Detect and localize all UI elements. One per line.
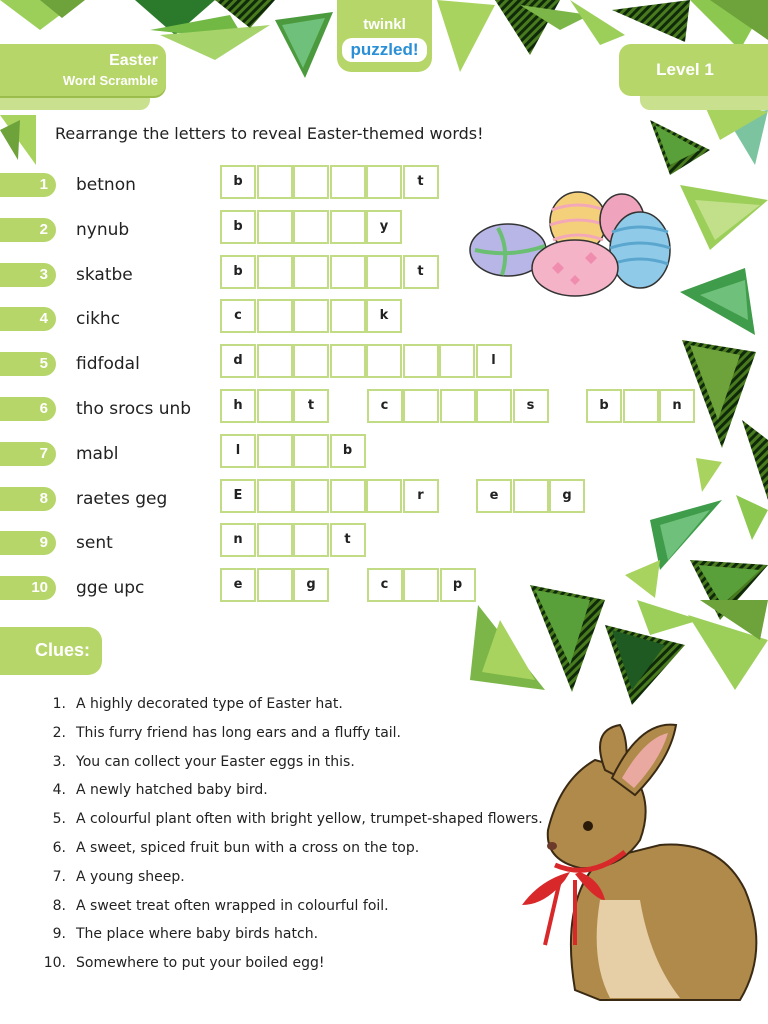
puzzle-number: 9 <box>0 531 56 555</box>
clue-text: A highly decorated type of Easter hat. <box>76 696 343 712</box>
letter-box[interactable]: b <box>220 165 256 199</box>
scrambled-word: tho srocs unb <box>76 399 192 419</box>
letter-box[interactable]: b <box>220 255 256 289</box>
letter-box[interactable] <box>257 523 293 557</box>
letter-box[interactable] <box>257 255 293 289</box>
letter-box[interactable] <box>293 344 329 378</box>
letter-box[interactable]: y <box>366 210 402 244</box>
clue-number: 4. <box>52 782 66 799</box>
letter-box[interactable] <box>257 344 293 378</box>
letter-box[interactable] <box>293 255 329 289</box>
letter-box[interactable]: s <box>513 389 549 423</box>
letter-box[interactable] <box>403 568 439 602</box>
logo-text-top: twinkl <box>363 16 406 33</box>
clue-text: The place where baby birds hatch. <box>76 926 319 943</box>
clue-item <box>40 725 401 741</box>
letter-box[interactable] <box>293 523 329 557</box>
letter-box[interactable]: b <box>586 389 622 423</box>
letter-box[interactable] <box>293 434 329 468</box>
page-subtitle: Word Scramble <box>62 73 158 88</box>
puzzle-number: 1 <box>0 173 56 197</box>
letter-box[interactable]: E <box>220 479 256 513</box>
letter-box[interactable] <box>366 344 402 378</box>
puzzle-row <box>0 479 768 515</box>
clue-number: 9. <box>52 926 66 943</box>
letter-box[interactable]: t <box>403 165 439 199</box>
clue-number: 1. <box>52 696 66 712</box>
puzzle-number: 2 <box>0 218 56 242</box>
letter-box[interactable]: n <box>220 523 256 557</box>
letter-box[interactable]: g <box>549 479 585 513</box>
scrambled-word: skatbe <box>76 264 133 285</box>
letter-box[interactable] <box>293 299 329 333</box>
letter-box[interactable]: g <box>293 568 329 602</box>
scrambled-word: mabl <box>76 443 119 464</box>
clue-number: 10. <box>43 955 66 972</box>
letter-box[interactable] <box>476 389 512 423</box>
letter-box[interactable]: d <box>220 344 256 378</box>
clue-item <box>40 811 543 827</box>
clue-text: A young sheep. <box>76 868 185 885</box>
letter-box[interactable]: e <box>220 568 256 602</box>
letter-box[interactable] <box>403 344 439 378</box>
letter-box[interactable] <box>366 255 402 289</box>
letter-box[interactable]: c <box>367 568 403 602</box>
letter-box[interactable]: c <box>367 389 403 423</box>
letter-box[interactable] <box>366 165 402 199</box>
clue-text: A sweet, spiced fruit bun with a cross on the top. <box>76 840 420 856</box>
letter-box[interactable] <box>440 389 476 423</box>
letter-box[interactable] <box>293 210 329 244</box>
clue-text: You can collect your Easter eggs in this. <box>76 753 355 770</box>
clue-number: 2. <box>52 724 66 741</box>
scrambled-word: sent <box>76 533 113 554</box>
letter-box[interactable]: e <box>476 479 512 513</box>
puzzle-number: 7 <box>0 442 56 466</box>
letter-box[interactable] <box>257 165 293 199</box>
logo-text-bottom: puzzled! <box>342 38 427 62</box>
puzzle-number: 5 <box>0 352 56 376</box>
clue-number: 6. <box>52 840 66 856</box>
letter-box[interactable]: n <box>659 389 695 423</box>
letter-box[interactable]: t <box>403 255 439 289</box>
puzzle-row <box>0 210 768 246</box>
letter-box[interactable] <box>513 479 549 513</box>
clue-text: A colourful plant often with bright yellow, trumpet-shaped flowers. <box>76 811 543 828</box>
letter-box[interactable]: t <box>293 389 329 423</box>
puzzle-number: 3 <box>0 263 56 287</box>
letter-box[interactable]: b <box>330 434 366 468</box>
scrambled-word: betnon <box>76 175 136 195</box>
letter-box[interactable] <box>330 344 366 378</box>
puzzle-row <box>0 255 768 291</box>
page-title: Easter <box>109 52 158 69</box>
scrambled-word: fidfodal <box>76 354 140 375</box>
scrambled-word: nynub <box>76 219 130 240</box>
scrambled-word: cikhc <box>76 309 121 330</box>
letter-box[interactable] <box>293 165 329 199</box>
letter-box[interactable] <box>293 479 329 513</box>
clue-item <box>40 782 268 798</box>
letter-box[interactable]: r <box>403 479 439 513</box>
letter-box[interactable]: t <box>330 523 366 557</box>
clues-heading: Clues: <box>34 640 90 660</box>
letter-box[interactable]: b <box>220 210 256 244</box>
letter-box[interactable] <box>257 479 293 513</box>
puzzle-row <box>0 344 768 380</box>
clue-number: 8. <box>52 897 66 914</box>
letter-box[interactable] <box>330 255 366 289</box>
puzzle-number: 4 <box>0 307 56 331</box>
clue-number: 5. <box>52 811 66 828</box>
clue-item <box>40 926 318 942</box>
puzzle-row <box>0 165 768 201</box>
letter-box[interactable]: k <box>366 299 402 333</box>
letter-box[interactable] <box>403 389 439 423</box>
clue-item <box>40 955 324 971</box>
letter-box[interactable] <box>257 434 293 468</box>
letter-box[interactable] <box>623 389 659 423</box>
scrambled-word: raetes geg <box>76 488 168 509</box>
letter-box[interactable] <box>257 299 293 333</box>
letter-box[interactable] <box>439 344 475 378</box>
letter-box[interactable]: c <box>220 299 256 333</box>
letter-box[interactable]: h <box>220 389 256 423</box>
puzzle-row <box>0 568 768 604</box>
letter-box[interactable] <box>330 479 366 513</box>
letter-box[interactable]: l <box>476 344 512 378</box>
clue-item <box>40 869 185 885</box>
clue-text: Somewhere to put your boiled egg! <box>76 955 325 972</box>
clue-item <box>40 840 419 856</box>
letter-box[interactable]: l <box>220 434 256 468</box>
level-label: Level 1 <box>656 60 714 79</box>
instruction-text: Rearrange the letters to reveal Easter-themed words! <box>55 124 484 143</box>
scrambled-word: gge upc <box>76 578 145 599</box>
clue-text: This furry friend has long ears and a fluffy tail. <box>76 724 402 741</box>
puzzle-number: 6 <box>0 397 56 421</box>
clue-number: 7. <box>52 868 66 885</box>
clue-text: A newly hatched baby bird. <box>76 782 268 799</box>
puzzle-row <box>0 299 768 335</box>
letter-box[interactable] <box>330 210 366 244</box>
puzzle-row <box>0 523 768 559</box>
letter-box[interactable] <box>257 568 293 602</box>
clue-number: 3. <box>52 753 66 770</box>
puzzle-row <box>0 389 768 425</box>
letter-box[interactable] <box>366 479 402 513</box>
clue-item <box>40 754 355 770</box>
clue-item <box>40 898 389 914</box>
letter-box[interactable] <box>257 389 293 423</box>
letter-box[interactable] <box>330 299 366 333</box>
letter-box[interactable]: p <box>440 568 476 602</box>
puzzle-number: 8 <box>0 487 56 511</box>
puzzle-row <box>0 434 768 470</box>
clue-text: A sweet treat often wrapped in colourful foil. <box>76 897 389 914</box>
puzzle-number: 10 <box>0 576 56 600</box>
letter-box[interactable] <box>257 210 293 244</box>
letter-box[interactable] <box>330 165 366 199</box>
rabbit-illustration <box>522 725 756 1000</box>
clue-item <box>40 696 343 712</box>
